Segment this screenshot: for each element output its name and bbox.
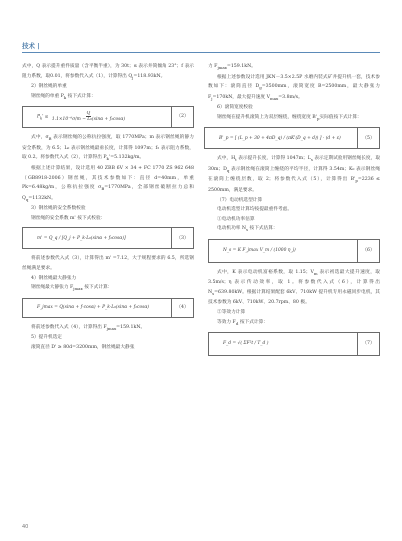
left-column bbox=[22, 62, 194, 352]
equation-5-number: （5） bbox=[357, 128, 379, 148]
subheading: 4）钢丝绳最大静张力 bbox=[31, 275, 77, 281]
equation-2 bbox=[22, 106, 194, 128]
section-header bbox=[22, 41, 40, 50]
equation-7-formula: F_d = √( ΣF²t / T_d ) bbox=[223, 341, 269, 347]
equation-6 bbox=[208, 239, 380, 263]
equation-5 bbox=[204, 127, 380, 149]
subheading: 6）滚筒宽度校验 bbox=[217, 105, 253, 111]
subheading: 5）提升机选定 bbox=[31, 335, 63, 341]
equation-7 bbox=[208, 332, 380, 356]
equation-6-number: （6） bbox=[357, 240, 379, 262]
section-label: 技术 bbox=[22, 42, 35, 50]
subheading: 2）钢丝绳的单重 bbox=[31, 84, 67, 90]
paragraph: 式中，K 表示电动机富裕系数，取 1.15；$V_m$ 表示初选最大提升速度，取 3.5m/s；η 表示传动效率，取 1。将参数代入式（6），计算得出 $N_s=639.80kW$。根据计算结果配套 6kV、710kW 提升机专用永磁同步电机，其技术参数为 6kV、710kW、20.7rpm、80 极。 bbox=[208, 269, 380, 306]
equation-3-formula: m' = Q_q / [Q_j + P_k·L₀(sinα + f₂cosα)] bbox=[37, 235, 126, 241]
equation-3-number: （3） bbox=[171, 228, 193, 248]
equation-5-formula: B'_p = [ (L_p + 30 + 4πD_q) / (πK'(D_q + d)) ] · (d + ε) bbox=[219, 135, 341, 141]
paragraph: 钢丝绳在提升机滚筒上为双层缠绕，缠绕宽度 $B'_p$实际值按下式计算： bbox=[217, 114, 362, 121]
equation-6-formula: N_s = K F_jmax V_m / (1000 η_j) bbox=[223, 248, 296, 254]
equation-4-formula: F_jmax = Q(sinα + f·cosα) + P_k·L₀(sinα + f₂cosα) bbox=[37, 304, 150, 310]
paragraph: 力 $F_{jmax}=159.1kN$。 bbox=[208, 64, 256, 70]
paragraph: 等效力 $F_d$ 按下式计算： bbox=[217, 319, 268, 326]
paragraph: 将前述参数代入式（3），计算得出 m' =7.12，大于规程要求的 6.5，所选钢丝绳满足要求。 bbox=[22, 256, 194, 271]
equation-4 bbox=[22, 298, 194, 318]
equation-4-number: （4） bbox=[171, 299, 193, 317]
paragraph: 根据上述计算结果，设计选用 40 ZBB 6V × 34 + FC 1770 ZS 962 648（GB8918-2006）钢丝绳，其技术参数如下：直径 d=40mm，单重 Pk=6.48kg/m，公称抗拉强度 $\sigma_B=1770MPa$，全部钢丝破断拉力总和 $Q_q=1132kN$。 bbox=[22, 165, 194, 202]
paragraph: 根据上述参数设计选用 JKN－3.5×2.5P 水磨内装式矿井提升机一套，技术参数如下：滚筒直径 $D_g=3500mm$，滚筒宽度 B=2500mm，最大静张力 $F_j=170kN$，最大提升速度 $V_{max}=3.8m/s$。 bbox=[208, 74, 380, 101]
right-column bbox=[208, 62, 380, 361]
paragraph: 电动机功率 $N_s$ 按下式估算： bbox=[217, 226, 278, 233]
section-marker: | bbox=[37, 42, 40, 50]
paragraph: 式中，$\sigma_B$ 表示钢丝绳的公称抗拉强度，取 1770MPa；m 表示钢丝绳的静力安全系数，为 6.5；L₀ 表示钢丝绳最垂长度，计算得 1097m；f₂ 表示阻力系数，取 0.2。将参数代入式（2），计算得出 $P_k'=5.132kg/m$。 bbox=[22, 135, 194, 162]
subheading: （7）电动机选型计算 bbox=[217, 197, 263, 203]
paragraph: 将前述参数代入式（4），计算得出 $F_{jmax}=159.1kN$。 bbox=[31, 324, 146, 331]
equation-7-number: （7） bbox=[357, 333, 379, 355]
paragraph: 钢丝绳的单重 $P_k$ 按下式计算： bbox=[31, 93, 96, 100]
equation-2-formula: $P_k'$ ≥ $\frac{Q}{\text{1.1×10⁻⁶σ/m − L₀(sinα + f₂cosα)}}$ bbox=[37, 110, 126, 122]
equation-3 bbox=[22, 227, 194, 249]
subheading: ①电动机功率估算 bbox=[217, 216, 255, 222]
paragraph: 式中，$H_t$ 表示提升长度，计算得 1047m；$L_s$ 表示定期试验用钢丝绳长度，取 30m；$D_q$ 表示钢丝绳在滚筒上缠绕的平均半径，计算得 3.54m；K₀ 表示钢丝绳在滚筒上缠绕层数，取 2；将参数代入式（5），计算得出 $B'_p=2236 \le 2500mm$，满足要求。 bbox=[208, 156, 381, 193]
paragraph: 式中，Q 表示提升重件质量（含平衡半重），为 30t；α 表示井筒倾角 23°；f 表示阻力系数，取0.01，将参数代入式（1），计算得出 $Q_j=118.93kN$。 bbox=[22, 64, 194, 80]
paragraph: 钢丝绳的安全系数 m' 按下式校验： bbox=[31, 215, 106, 221]
paragraph: 钢丝绳最大静张力 $F_{jmax}$ 按下式计算： bbox=[31, 285, 113, 292]
equation-2-number: （2） bbox=[171, 107, 193, 127]
subheading: 3）钢丝绳的安全系数校验 bbox=[31, 206, 86, 212]
page-number: 40 bbox=[22, 524, 29, 530]
subheading: ②等效力计算 bbox=[217, 310, 246, 316]
paragraph: 滚筒直径 D' ≥ 80d=3200mm，钢丝绳最大静张 bbox=[31, 344, 135, 350]
header-divider bbox=[22, 52, 380, 53]
paragraph: 电动机选型计算均按提最重件考虑。 bbox=[217, 207, 293, 213]
